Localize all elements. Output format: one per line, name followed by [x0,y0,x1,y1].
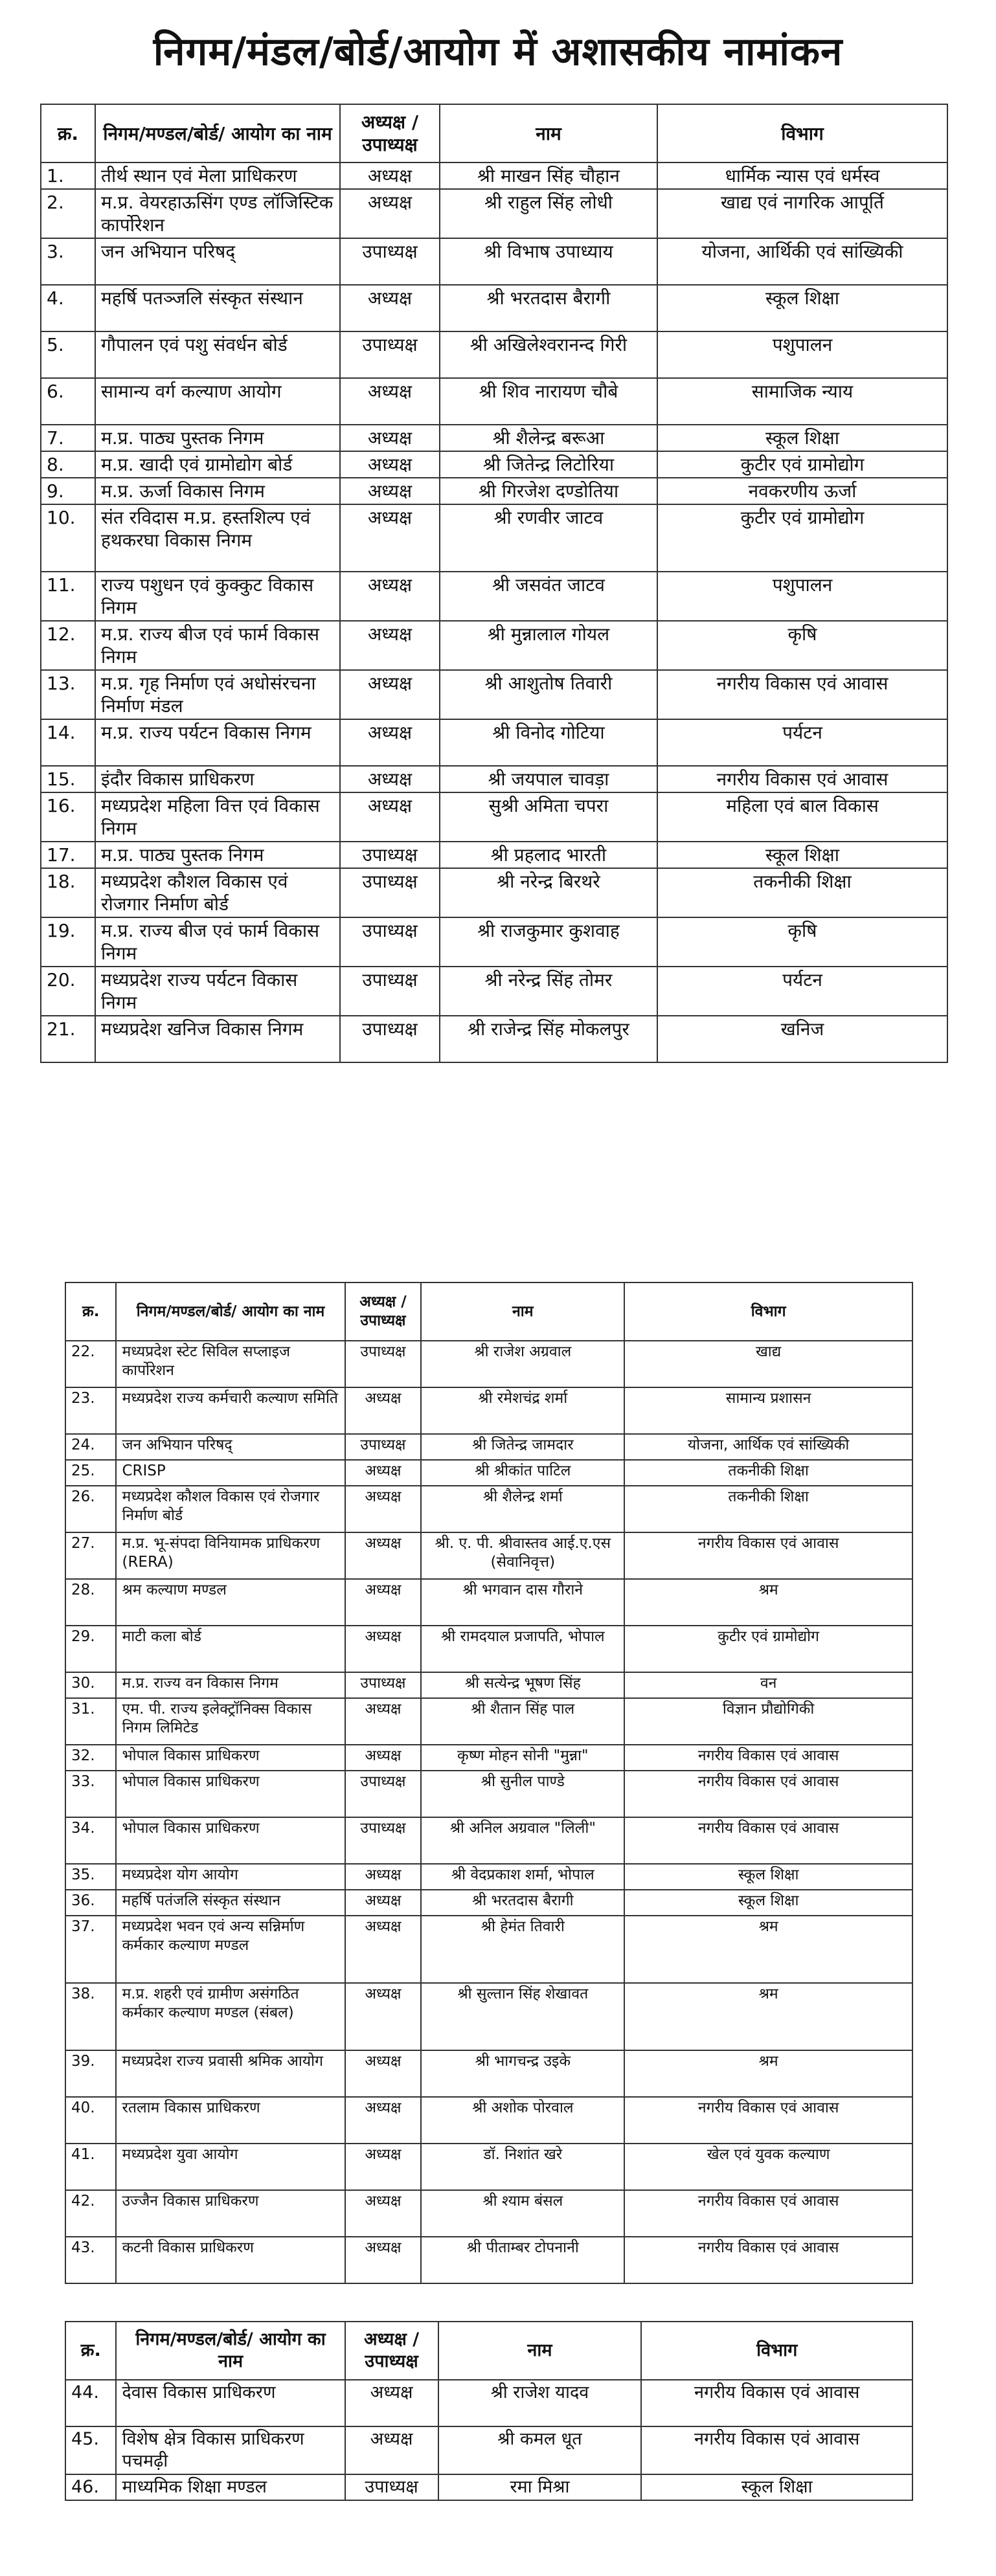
table-row [65,1745,912,1771]
table-row [41,1016,947,1062]
table-row [41,842,947,868]
cell-department: वन [624,1672,912,1698]
table-row [65,1864,912,1890]
cell-person-name: श्री नरेन्द्र बिरथरे [440,868,657,917]
column-header-body: निगम/मण्डल/बोर्ड/ आयोग का नाम [95,104,340,162]
cell-department: सामाजिक न्याय [657,378,947,425]
cell-person-name: श्री अशोक पोरवाल [421,2097,624,2144]
cell-serial-no: 27. [65,1532,116,1579]
cell-organization: इंदौर विकास प्राधिकरण [95,766,340,792]
cell-post: उपाध्यक्ष [345,2474,438,2500]
cell-person-name: श्री भागचन्द्र उइके [421,2050,624,2097]
cell-person-name: श्री शैलेन्द्र बरूआ [440,425,657,451]
table-row [65,2097,912,2144]
cell-serial-no: 17. [41,842,95,868]
cell-serial-no: 31. [65,1698,116,1745]
cell-post: उपाध्यक्ष [340,842,440,868]
cell-department: महिला एवं बाल विकास [657,792,947,842]
table-row [41,189,947,238]
cell-department: विज्ञान प्रौद्योगिकी [624,1698,912,1745]
column-header-dept: विभाग [657,104,947,162]
cell-serial-no: 36. [65,1890,116,1916]
cell-person-name: श्री भगवान दास गौराने [421,1579,624,1626]
column-header-body: निगम/मण्डल/बोर्ड/ आयोग का नाम [116,2322,345,2380]
cell-post: अध्यक्ष [345,2237,422,2283]
cell-department: नगरीय विकास एवं आवास [641,2380,912,2426]
cell-organization: जन अभियान परिषद् [116,1434,345,1460]
cell-person-name: श्री मुन्नालाल गोयल [440,621,657,670]
cell-organization: माध्यमिक शिक्षा मण्डल [116,2474,345,2500]
cell-organization: मध्यप्रदेश योग आयोग [116,1864,345,1890]
table-row [65,2380,912,2426]
cell-organization: म.प्र. राज्य वन विकास निगम [116,1672,345,1698]
table-row [65,1460,912,1486]
cell-organization: गौपालन एवं पशु संवर्धन बोर्ड [95,331,340,378]
cell-post: अध्यक्ष [345,1864,422,1890]
cell-person-name: श्री रामदयाल प्रजापति, भोपाल [421,1626,624,1672]
table-row [41,504,947,572]
cell-serial-no: 37. [65,1916,116,1983]
table-row [65,2190,912,2237]
cell-organization: एम. पी. राज्य इलेक्ट्रॉनिक्स विकास निगम लिमिटेड [116,1698,345,1745]
cell-person-name: श्री भरतदास बैरागी [440,285,657,331]
table-row [65,1486,912,1532]
cell-serial-no: 35. [65,1864,116,1890]
cell-organization: म.प्र. ऊर्जा विकास निगम [95,478,340,504]
cell-serial-no: 28. [65,1579,116,1626]
nominations-table-1 [40,104,948,1063]
cell-department: कृषि [657,917,947,967]
cell-person-name: श्री नरेन्द्र सिंह तोमर [440,967,657,1016]
cell-department: योजना, आर्थिकी एवं सांख्यिकी [657,238,947,285]
cell-department: कुटीर एवं ग्रामोद्योग [657,451,947,478]
cell-department: तकनीकी शिक्षा [624,1460,912,1486]
cell-post: उपाध्यक्ष [340,917,440,967]
table-row [65,2144,912,2190]
cell-serial-no: 46. [65,2474,116,2500]
cell-person-name: श्री वेदप्रकाश शर्मा, भोपाल [421,1864,624,1890]
cell-organization: मध्यप्रदेश राज्य पर्यटन विकास निगम [95,967,340,1016]
cell-person-name: श्री जयपाल चावड़ा [440,766,657,792]
cell-post: अध्यक्ष [345,2190,422,2237]
cell-organization: मध्यप्रदेश कौशल विकास एवं रोजगार निर्माण बोर्ड [116,1486,345,1532]
cell-department: धार्मिक न्यास एवं धर्मस्व [657,162,947,189]
cell-organization: मध्यप्रदेश कौशल विकास एवं रोजगार निर्माण बोर्ड [95,868,340,917]
cell-person-name: श्री श्याम बंसल [421,2190,624,2237]
table-row [65,2050,912,2097]
cell-department: कृषि [657,621,947,670]
table-row [41,670,947,719]
cell-department: नगरीय विकास एवं आवास [624,1532,912,1579]
cell-person-name: श्री अखिलेश्वरानन्द गिरी [440,331,657,378]
cell-person-name: श्री शैतान सिंह पाल [421,1698,624,1745]
cell-serial-no: 5. [41,331,95,378]
cell-post: अध्यक्ष [345,1486,422,1532]
cell-department: कुटीर एवं ग्रामोद्योग [624,1626,912,1672]
cell-person-name: श्री सुनील पाण्डे [421,1771,624,1817]
cell-organization: भोपाल विकास प्राधिकरण [116,1771,345,1817]
table-row [65,1817,912,1864]
cell-department: नगरीय विकास एवं आवास [641,2426,912,2474]
cell-organization: महर्षि पतंजलि संस्कृत संस्थान [116,1890,345,1916]
cell-organization: संत रविदास म.प्र. हस्तशिल्प एवं हथकरघा विकास निगम [95,504,340,572]
cell-serial-no: 2. [41,189,95,238]
cell-post: अध्यक्ष [345,2426,438,2474]
cell-person-name: श्री. ए. पी. श्रीवास्तव आई.ए.एस (सेवानिवृत्त) [421,1532,624,1579]
cell-department: पशुपालन [657,572,947,621]
table-row [41,792,947,842]
cell-organization: विशेष क्षेत्र विकास प्राधिकरण पचमढ़ी [116,2426,345,2474]
cell-post: उपाध्यक्ष [345,1434,422,1460]
table-row [41,572,947,621]
cell-post: उपाध्यक्ष [340,868,440,917]
cell-organization: जन अभियान परिषद् [95,238,340,285]
table-row [41,719,947,766]
cell-person-name: कृष्ण मोहन सोनी "मुन्ना" [421,1745,624,1771]
cell-person-name: श्री रमेशचंद्र शर्मा [421,1387,624,1434]
cell-department: स्कूल शिक्षा [624,1890,912,1916]
cell-serial-no: 41. [65,2144,116,2190]
cell-serial-no: 14. [41,719,95,766]
cell-post: अध्यक्ष [340,451,440,478]
cell-person-name: श्री सत्येन्द्र भूषण सिंह [421,1672,624,1698]
cell-organization: CRISP [116,1460,345,1486]
cell-organization: रतलाम विकास प्राधिकरण [116,2097,345,2144]
cell-post: उपाध्यक्ष [345,1672,422,1698]
column-header-dept: विभाग [624,1282,912,1341]
cell-post: अध्यक्ष [345,1387,422,1434]
cell-organization: म.प्र. शहरी एवं ग्रामीण असंगठित कर्मकार कल्याण मण्डल (संबल) [116,1983,345,2050]
cell-organization: मध्यप्रदेश स्टेट सिविल सप्लाइज कार्पोरेशन [116,1341,345,1387]
cell-department: श्रम [624,1983,912,2050]
cell-organization: म.प्र. गृह निर्माण एवं अधोसंरचना निर्माण मंडल [95,670,340,719]
cell-post: उपाध्यक्ष [340,331,440,378]
table-row [41,868,947,917]
cell-person-name: डॉ. निशांत खरे [421,2144,624,2190]
cell-department: कुटीर एवं ग्रामोद्योग [657,504,947,572]
header-row [65,2322,912,2380]
table-row [41,478,947,504]
cell-post: अध्यक्ष [340,162,440,189]
table-row [65,1771,912,1817]
cell-department: स्कूल शिक्षा [624,1864,912,1890]
cell-person-name: श्री जसवंत जाटव [440,572,657,621]
cell-post: उपाध्यक्ष [340,967,440,1016]
cell-post: अध्यक्ष [345,1745,422,1771]
cell-person-name: श्री माखन सिंह चौहान [440,162,657,189]
cell-person-name: श्री पीताम्बर टोपनानी [421,2237,624,2283]
cell-person-name: श्री रणवीर जाटव [440,504,657,572]
cell-post: अध्यक्ष [340,670,440,719]
cell-person-name: श्री प्रहलाद भारती [440,842,657,868]
cell-organization: माटी कला बोर्ड [116,1626,345,1672]
table-row [65,1341,912,1387]
cell-post: अध्यक्ष [340,285,440,331]
column-header-post: अध्यक्ष / उपाध्यक्ष [340,104,440,162]
cell-serial-no: 4. [41,285,95,331]
table-row [41,331,947,378]
cell-organization: म.प्र. पाठ्य पुस्तक निगम [95,842,340,868]
cell-organization: म.प्र. राज्य बीज एवं फार्म विकास निगम [95,917,340,967]
column-header-post: अध्यक्ष / उपाध्यक्ष [345,1282,422,1341]
column-header-name: नाम [421,1282,624,1341]
table-row [41,621,947,670]
cell-department: खनिज [657,1016,947,1062]
cell-serial-no: 8. [41,451,95,478]
cell-serial-no: 39. [65,2050,116,2097]
cell-serial-no: 34. [65,1817,116,1864]
cell-department: खाद्य एवं नागरिक आपूर्ति [657,189,947,238]
cell-serial-no: 33. [65,1771,116,1817]
cell-serial-no: 12. [41,621,95,670]
cell-organization: म.प्र. राज्य बीज एवं फार्म विकास निगम [95,621,340,670]
table-row [65,1626,912,1672]
cell-person-name: श्री राजेश अग्रवाल [421,1341,624,1387]
cell-person-name: श्री जितेन्द्र जामदार [421,1434,624,1460]
cell-serial-no: 1. [41,162,95,189]
cell-post: उपाध्यक्ष [345,1341,422,1387]
cell-department: नगरीय विकास एवं आवास [624,1745,912,1771]
column-header-no: क्र. [41,104,95,162]
cell-person-name: श्री गिरजेश दण्डोतिया [440,478,657,504]
table-row [65,2426,912,2474]
nominations-table-3 [65,2321,913,2501]
table-row [65,1916,912,1983]
cell-department: स्कूल शिक्षा [641,2474,912,2500]
table-row [41,425,947,451]
cell-serial-no: 23. [65,1387,116,1434]
cell-post: अध्यक्ष [340,504,440,572]
table-row [65,1672,912,1698]
cell-department: नगरीय विकास एवं आवास [624,2237,912,2283]
cell-organization: म.प्र. खादी एवं ग्रामोद्योग बोर्ड [95,451,340,478]
cell-department: पर्यटन [657,967,947,1016]
cell-person-name: रमा मिश्रा [438,2474,642,2500]
cell-department: स्कूल शिक्षा [657,285,947,331]
table-row [65,1983,912,2050]
column-header-body: निगम/मण्डल/बोर्ड/ आयोग का नाम [116,1282,345,1341]
header-row [65,1282,912,1341]
cell-organization: देवास विकास प्राधिकरण [116,2380,345,2426]
table-row [41,378,947,425]
table-row [41,766,947,792]
cell-serial-no: 45. [65,2426,116,2474]
cell-post: अध्यक्ष [340,478,440,504]
cell-post: उपाध्यक्ष [340,1016,440,1062]
cell-department: नवकरणीय ऊर्जा [657,478,947,504]
cell-organization: मध्यप्रदेश युवा आयोग [116,2144,345,2190]
cell-person-name: श्री शैलेन्द्र शर्मा [421,1486,624,1532]
column-header-name: नाम [440,104,657,162]
cell-post: अध्यक्ष [345,1890,422,1916]
cell-person-name: श्री राजकुमार कुशवाह [440,917,657,967]
table-row [41,451,947,478]
cell-department: तकनीकी शिक्षा [657,868,947,917]
cell-person-name: श्री विनोद गोटिया [440,719,657,766]
cell-post: अध्यक्ष [345,2144,422,2190]
cell-post: अध्यक्ष [340,766,440,792]
cell-post: अध्यक्ष [345,1532,422,1579]
table-row [65,1387,912,1434]
column-header-no: क्र. [65,2322,116,2380]
table-row [41,162,947,189]
cell-serial-no: 15. [41,766,95,792]
cell-organization: तीर्थ स्थान एवं मेला प्राधिकरण [95,162,340,189]
cell-department: नगरीय विकास एवं आवास [624,1771,912,1817]
cell-post: अध्यक्ष [345,1579,422,1626]
cell-post: अध्यक्ष [345,1698,422,1745]
table-row [41,285,947,331]
cell-department: पर्यटन [657,719,947,766]
table-row [65,1579,912,1626]
cell-serial-no: 9. [41,478,95,504]
cell-serial-no: 16. [41,792,95,842]
cell-organization: मध्यप्रदेश राज्य कर्मचारी कल्याण समिति [116,1387,345,1434]
cell-department: खाद्य [624,1341,912,1387]
cell-department: नगरीय विकास एवं आवास [624,2097,912,2144]
cell-post: अध्यक्ष [340,378,440,425]
cell-department: श्रम [624,1916,912,1983]
cell-person-name: श्री हेमंत तिवारी [421,1916,624,1983]
cell-person-name: श्री श्रीकांत पाटिल [421,1460,624,1486]
cell-department: नगरीय विकास एवं आवास [624,2190,912,2237]
cell-post: अध्यक्ष [340,792,440,842]
cell-department: पशुपालन [657,331,947,378]
table-row [41,238,947,285]
cell-department: तकनीकी शिक्षा [624,1486,912,1532]
cell-department: नगरीय विकास एवं आवास [657,670,947,719]
table-row [65,1434,912,1460]
cell-organization: महर्षि पतञ्जलि संस्कृत संस्थान [95,285,340,331]
cell-serial-no: 26. [65,1486,116,1532]
cell-serial-no: 43. [65,2237,116,2283]
cell-post: अध्यक्ष [340,621,440,670]
cell-post: उपाध्यक्ष [340,238,440,285]
nominations-table-2 [65,1282,913,2284]
cell-department: योजना, आर्थिक एवं सांख्यिकी [624,1434,912,1460]
column-header-post: अध्यक्ष / उपाध्यक्ष [345,2322,438,2380]
cell-post: उपाध्यक्ष [345,1817,422,1864]
column-header-dept: विभाग [641,2322,912,2380]
cell-department: स्कूल शिक्षा [657,425,947,451]
cell-person-name: श्री कमल धूत [438,2426,642,2474]
cell-post: अध्यक्ष [345,1460,422,1486]
cell-organization: म.प्र. पाठ्य पुस्तक निगम [95,425,340,451]
cell-post: अध्यक्ष [340,425,440,451]
cell-person-name: श्री जितेन्द्र लिटोरिया [440,451,657,478]
cell-department: स्कूल शिक्षा [657,842,947,868]
cell-department: खेल एवं युवक कल्याण [624,2144,912,2190]
cell-post: अध्यक्ष [345,1626,422,1672]
cell-person-name: श्री राजेन्द्र सिंह मोकलपुर [440,1016,657,1062]
cell-serial-no: 32. [65,1745,116,1771]
cell-organization: मध्यप्रदेश भवन एवं अन्य सन्निर्माण कर्मकार कल्याण मण्डल [116,1916,345,1983]
table-row [65,2474,912,2500]
cell-department: सामान्य प्रशासन [624,1387,912,1434]
cell-serial-no: 30. [65,1672,116,1698]
cell-serial-no: 10. [41,504,95,572]
cell-organization: म.प्र. वेयरहाऊसिंग एण्ड लॉजिस्टिक कार्पोरेशन [95,189,340,238]
cell-serial-no: 44. [65,2380,116,2426]
table-row [65,1698,912,1745]
cell-department: नगरीय विकास एवं आवास [624,1817,912,1864]
cell-post: अध्यक्ष [345,2097,422,2144]
cell-serial-no: 20. [41,967,95,1016]
cell-post: अध्यक्ष [345,2380,438,2426]
cell-serial-no: 18. [41,868,95,917]
cell-organization: उज्जैन विकास प्राधिकरण [116,2190,345,2237]
cell-organization: मध्यप्रदेश राज्य प्रवासी श्रमिक आयोग [116,2050,345,2097]
cell-post: अध्यक्ष [345,1916,422,1983]
cell-person-name: श्री आशुतोष तिवारी [440,670,657,719]
cell-post: अध्यक्ष [340,189,440,238]
column-header-no: क्र. [65,1282,116,1341]
cell-serial-no: 7. [41,425,95,451]
header-row [41,104,947,162]
cell-serial-no: 21. [41,1016,95,1062]
cell-organization: म.प्र. राज्य पर्यटन विकास निगम [95,719,340,766]
cell-person-name: सुश्री अमिता चपरा [440,792,657,842]
table-row [65,2237,912,2283]
cell-serial-no: 42. [65,2190,116,2237]
cell-organization: मध्यप्रदेश महिला वित्त एवं विकास निगम [95,792,340,842]
cell-person-name: श्री राहुल सिंह लोधी [440,189,657,238]
cell-organization: कटनी विकास प्राधिकरण [116,2237,345,2283]
cell-serial-no: 11. [41,572,95,621]
cell-post: अध्यक्ष [345,2050,422,2097]
cell-post: अध्यक्ष [340,572,440,621]
cell-department: नगरीय विकास एवं आवास [657,766,947,792]
cell-person-name: श्री शिव नारायण चौबे [440,378,657,425]
cell-serial-no: 22. [65,1341,116,1387]
table-row [65,1532,912,1579]
table-row [41,967,947,1016]
column-header-name: नाम [438,2322,642,2380]
cell-organization: भोपाल विकास प्राधिकरण [116,1817,345,1864]
cell-serial-no: 25. [65,1460,116,1486]
cell-organization: सामान्य वर्ग कल्याण आयोग [95,378,340,425]
cell-organization: मध्यप्रदेश खनिज विकास निगम [95,1016,340,1062]
cell-serial-no: 24. [65,1434,116,1460]
cell-person-name: श्री भरतदास बैरागी [421,1890,624,1916]
page-title: निगम/मंडल/बोर्ड/आयोग में अशासकीय नामांकन [153,29,843,74]
cell-department: श्रम [624,2050,912,2097]
cell-organization: म.प्र. भू-संपदा विनियामक प्राधिकरण (RERA) [116,1532,345,1579]
cell-post: उपाध्यक्ष [345,1771,422,1817]
table-row [65,1890,912,1916]
cell-person-name: श्री अनिल अग्रवाल "लिली" [421,1817,624,1864]
cell-person-name: श्री विभाष उपाध्याय [440,238,657,285]
cell-organization: भोपाल विकास प्राधिकरण [116,1745,345,1771]
cell-serial-no: 29. [65,1626,116,1672]
cell-organization: श्रम कल्याण मण्डल [116,1579,345,1626]
cell-serial-no: 38. [65,1983,116,2050]
cell-serial-no: 6. [41,378,95,425]
cell-serial-no: 40. [65,2097,116,2144]
cell-department: श्रम [624,1579,912,1626]
cell-person-name: श्री राजेश यादव [438,2380,642,2426]
cell-serial-no: 3. [41,238,95,285]
cell-organization: राज्य पशुधन एवं कुक्कुट विकास निगम [95,572,340,621]
cell-serial-no: 19. [41,917,95,967]
cell-post: अध्यक्ष [340,719,440,766]
cell-serial-no: 13. [41,670,95,719]
table-row [41,917,947,967]
cell-post: अध्यक्ष [345,1983,422,2050]
cell-person-name: श्री सुल्तान सिंह शेखावत [421,1983,624,2050]
